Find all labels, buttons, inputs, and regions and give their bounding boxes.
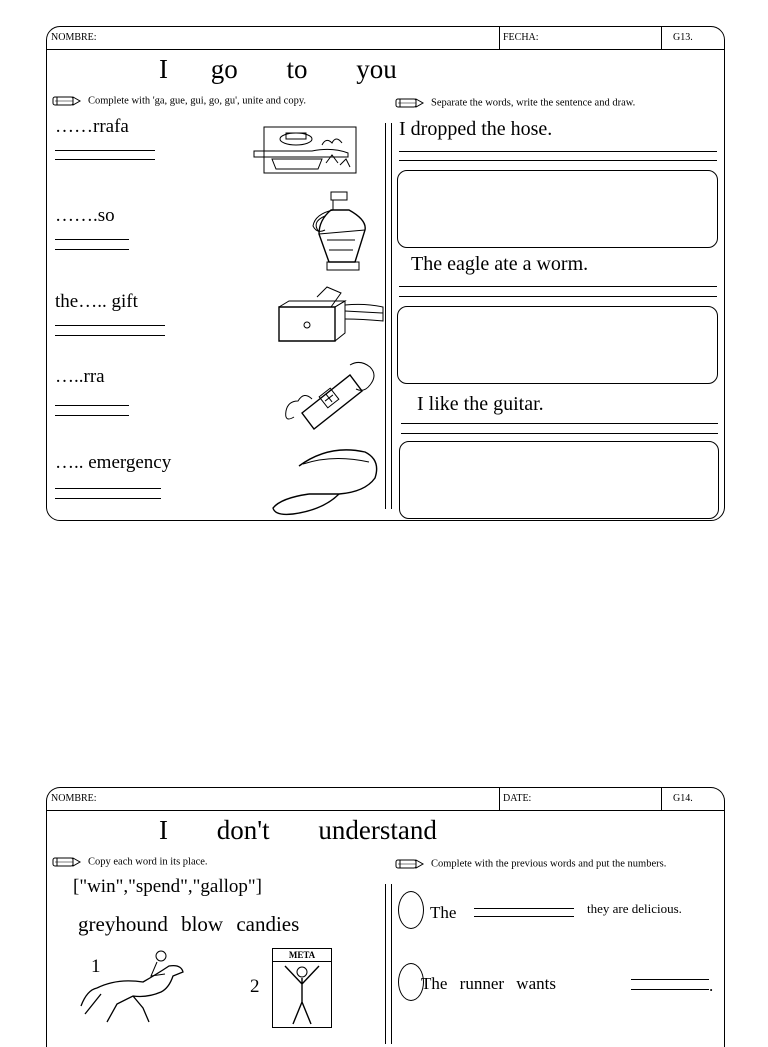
cap-icon [269, 442, 381, 518]
left-instruction: Copy each word in its place. [52, 856, 208, 868]
title-word: I [159, 54, 168, 84]
jug-icon [305, 190, 373, 274]
meta-label: META [273, 949, 331, 962]
title-word: you [356, 54, 397, 84]
header-row [47, 788, 724, 811]
number-label: 1 [91, 956, 101, 977]
sentence: I dropped the hose. [399, 118, 553, 140]
sentence-start: The runner wants [421, 974, 556, 993]
worksheet-code: G14. [673, 793, 693, 804]
right-instruction: Separate the words, write the sentence and draw. [395, 97, 635, 109]
word-item: …..rra [55, 366, 105, 387]
runner-icon [273, 962, 331, 1026]
bandage-arm-icon [280, 357, 380, 437]
word-item: …….so [55, 205, 115, 226]
page-title [159, 815, 437, 846]
title-word: go [210, 54, 238, 84]
drawing-box[interactable] [399, 441, 719, 519]
worksheet-code: G13. [673, 32, 693, 43]
word-item: ……rrafa [55, 116, 129, 137]
right-instruction: Complete with the previous words and put the numbers. [395, 858, 666, 870]
worksheet-g14 [46, 787, 725, 1047]
title-word: to [286, 54, 308, 84]
sentence-end: . [709, 976, 714, 995]
horse-rider-icon [77, 948, 187, 1025]
number-circle[interactable] [398, 891, 424, 929]
number-label: 2 [250, 976, 260, 997]
name-field[interactable]: NOMBRE: [51, 793, 97, 804]
word-list: ["win","spend","gallop"] [73, 876, 263, 897]
header-row [47, 27, 724, 50]
stove-icon [252, 125, 362, 177]
title-word: I [159, 815, 168, 845]
page-title [159, 54, 397, 85]
drawing-box[interactable] [397, 170, 718, 248]
word-item: the….. gift [55, 291, 138, 312]
date-field[interactable]: FECHA: [503, 32, 539, 43]
date-field[interactable]: DATE: [503, 793, 532, 804]
title-word: understand [318, 815, 437, 845]
pencil-icon [52, 856, 82, 868]
left-instruction: Complete with 'ga, gue, gui, go, gu', unite and copy. [52, 95, 306, 107]
pencil-icon [52, 95, 82, 107]
name-field[interactable]: NOMBRE: [51, 32, 97, 43]
sentence-end: they are delicious. [587, 901, 682, 916]
worksheet-g13 [46, 26, 725, 521]
sentence: The eagle ate a worm. [411, 253, 589, 275]
pencil-icon [395, 97, 425, 109]
sentence-start: The [430, 903, 457, 922]
sentence: I like the guitar. [417, 393, 544, 415]
words-row: greyhound blow candies [78, 912, 300, 936]
pencil-icon [395, 858, 425, 870]
drawing-box[interactable] [397, 306, 718, 384]
finish-sign [272, 948, 332, 1028]
title-word: don't [216, 815, 270, 845]
drawer-icon [275, 285, 385, 347]
word-item: ….. emergency [55, 452, 172, 473]
